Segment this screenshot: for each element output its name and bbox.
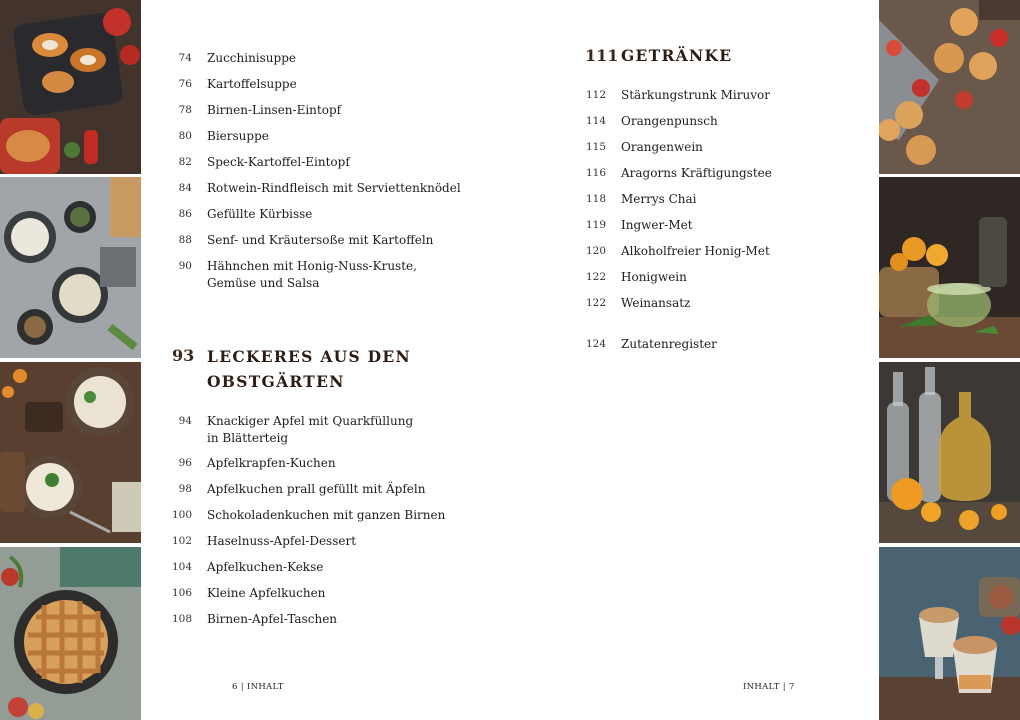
recipe-title: Knackiger Apfel mit Quarkfüllung	[207, 414, 414, 428]
page-number: 98	[178, 483, 192, 495]
recipe-title: Ingwer-Met	[621, 218, 693, 232]
recipe-title: Birnen-Apfel-Taschen	[207, 612, 338, 626]
footer-separator: |	[782, 682, 786, 692]
section-title-line2: OBSTGÄRTEN	[207, 372, 345, 391]
footer-label: INHALT	[246, 682, 284, 692]
recipe-title: Biersuppe	[207, 129, 269, 143]
page-number: 96	[178, 457, 192, 469]
recipe-title: Alkoholfreier Honig-Met	[621, 244, 770, 258]
page-number: 88	[178, 234, 192, 246]
section-title: GETRÄNKE	[621, 46, 733, 65]
page-number: 84	[178, 182, 192, 194]
section-page-number: 93	[172, 346, 195, 365]
page-number: 86	[178, 208, 192, 220]
left-photo-strip	[0, 0, 141, 720]
page-number: 124	[585, 338, 606, 350]
photo-apple-tarts	[879, 0, 1020, 174]
section-title-line1: LECKERES AUS DEN	[207, 347, 411, 366]
recipe-title: Rotwein-Rindfleisch mit Serviettenknödel	[207, 181, 461, 195]
footer-page-number: 7	[788, 682, 795, 692]
recipe-title: Speck-Kartoffel-Eintopf	[207, 155, 350, 169]
photo-bottles-oranges	[879, 362, 1020, 543]
photo-cream-soup	[0, 362, 141, 543]
section-title	[207, 344, 411, 394]
recipe-title: Kleine Apfelkuchen	[207, 586, 326, 600]
page-number: 82	[178, 156, 192, 168]
footer-left	[232, 682, 284, 692]
page-number: 104	[171, 561, 192, 573]
page-number: 94	[178, 415, 192, 427]
right-photo-strip	[879, 0, 1020, 720]
recipe-title: Kartoffelsuppe	[207, 77, 297, 91]
page-number: 78	[178, 104, 192, 116]
recipe-title-line2: Gemüse und Salsa	[207, 276, 320, 290]
page-number: 80	[178, 130, 192, 142]
page-number: 120	[585, 245, 606, 257]
recipe-title: Aragorns Kräftigungstee	[621, 166, 772, 180]
register-title: Zutatenregister	[621, 337, 717, 351]
page-number: 76	[178, 78, 192, 90]
recipe-title: Stärkungstrunk Miruvor	[621, 88, 770, 102]
recipe-title: Orangenpunsch	[621, 114, 718, 128]
page-number: 122	[585, 297, 606, 309]
recipe-title: Apfelkrapfen-Kuchen	[207, 456, 336, 470]
footer-page-number: 6	[232, 682, 238, 692]
footer-right	[743, 682, 795, 692]
page-number: 108	[171, 613, 192, 625]
recipe-title: Gefüllte Kürbisse	[207, 207, 313, 221]
recipe-title: Zucchinisuppe	[207, 51, 296, 65]
photo-tea-oranges	[879, 177, 1020, 358]
recipe-title: Birnen-Linsen-Eintopf	[207, 103, 342, 117]
recipe-title: Senf- und Kräutersoße mit Kartoffeln	[207, 233, 434, 247]
footer-separator: |	[240, 682, 244, 692]
section-page-number: 111	[585, 46, 619, 65]
photo-apple-desserts	[879, 547, 1020, 720]
page-number: 116	[585, 167, 606, 179]
photo-roasted-squash	[0, 0, 141, 174]
page-number: 115	[585, 141, 606, 153]
recipe-title: Weinansatz	[621, 296, 691, 310]
page-number: 119	[585, 219, 606, 231]
page-number: 106	[171, 587, 192, 599]
page-number: 100	[171, 509, 192, 521]
photo-soup-bowls	[0, 177, 141, 358]
recipe-title: Hähnchen mit Honig-Nuss-Kruste,	[207, 259, 417, 273]
page-number: 118	[585, 193, 606, 205]
recipe-title: Honigwein	[621, 270, 687, 284]
page-number: 102	[171, 535, 192, 547]
page-number: 90	[178, 260, 192, 272]
recipe-title: Apfelkuchen prall gefüllt mit Äpfeln	[207, 482, 426, 496]
recipe-title-line2: in Blätterteig	[207, 431, 289, 445]
page-number: 122	[585, 271, 606, 283]
recipe-title: Merrys Chai	[621, 192, 697, 206]
page-number: 114	[585, 115, 606, 127]
photo-apple-pie	[0, 547, 141, 720]
page-number: 112	[585, 89, 606, 101]
recipe-title: Schokoladenkuchen mit ganzen Birnen	[207, 508, 446, 522]
page-number: 74	[178, 52, 192, 64]
recipe-title: Haselnuss-Apfel-Dessert	[207, 534, 357, 548]
recipe-title: Apfelkuchen-Kekse	[207, 560, 324, 574]
recipe-title: Orangenwein	[621, 140, 703, 154]
footer-label: INHALT	[743, 682, 780, 692]
